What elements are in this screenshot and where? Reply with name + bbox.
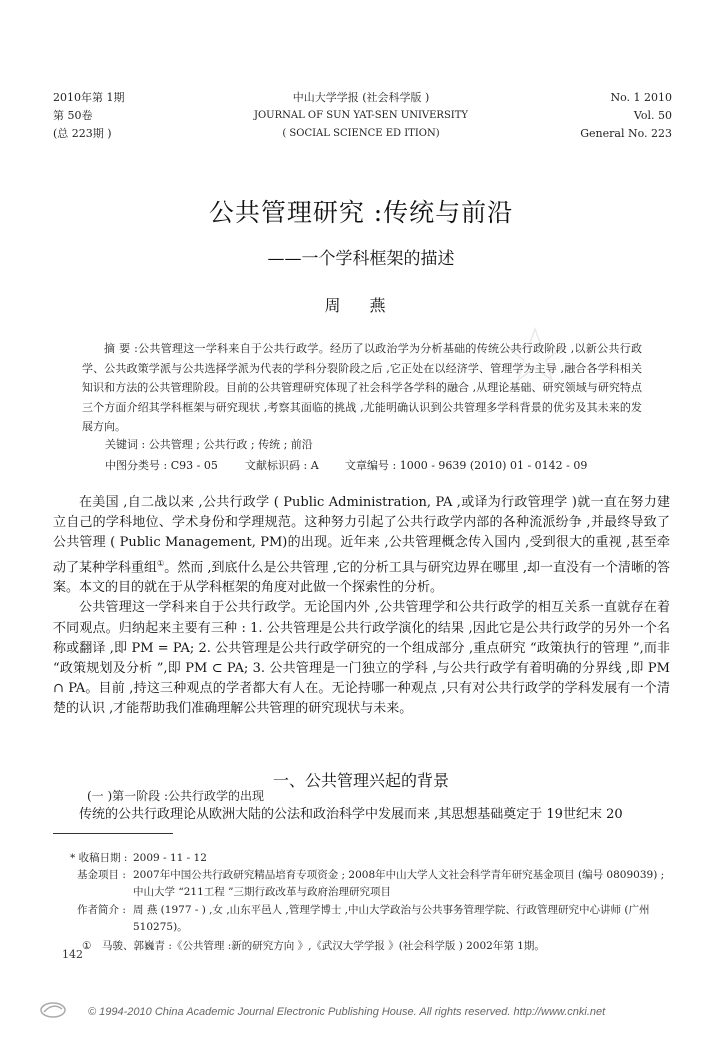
section-paragraph [53,805,670,825]
journal-name-cn: 中山大学学报 (社会科学版 ) [292,91,430,104]
section-heading: 一、公共管理兴起的背景 [272,771,449,790]
abstract [82,339,642,437]
cnki-logo-icon [38,1000,68,1020]
issue-number-en: No. 1 2010 [610,91,672,104]
fund-text: 2007年中国公共行政研究精品培育专项资金 ; 2008年中山大学人文社会科学青年研究基金项目 (编号 0809039) ;中山大学 “211工程 ”三期行政改革与政府治理研究项目 [133,869,665,898]
footnote-text: 马骏、郭巍青 :《公共管理 :新的研究方向 》,《武汉大学学报 》(社会科学版 ) 2002年第 1期。 [102,940,545,952]
sub-heading: (一 )第一阶段 :公共行政学的出现 [87,789,265,803]
keywords: 关键词 : 公共管理 ; 公共行政 ; 传统 ; 前沿 [105,438,313,451]
received-label: * 收稿日期 : [70,852,128,864]
article-subtitle: ——一个学科框架的描述 [267,249,455,269]
author-label: 作者简介 : [77,904,126,916]
header-right [580,91,672,141]
body-paragraph [53,493,670,598]
classification-code: 中图分类号 : C93 - 05 [105,459,218,472]
footnote-divider [53,833,173,834]
general-number-en: General No. 223 [580,127,672,140]
total-issue: (总 223期 ) [53,127,112,140]
page-number: 142 [62,948,83,961]
footnote-ref[interactable]: ① [157,558,165,568]
article-number: 文章编号 : 1000 - 9639 (2010) 01 - 0142 - 09 [345,459,588,472]
author-info: 周 燕 (1977 - ) ,女 ,山东平邑人 ,管理学博士 ,中山大学政治与公共事务管理学院、行政管理研究中心讲师 (广州 510275)。 [133,904,650,933]
volume-en: Vol. 50 [633,109,672,122]
footnote-marker: ① [82,940,92,952]
abstract-label: 摘 要 : [104,342,138,355]
body-paragraph: 传统的公共行政理论从欧洲大陆的公法和政治科学中发展而来 ,其思想基础奠定于 19世纪末 20 [79,807,623,822]
intro-section [53,493,670,720]
author-name: 周 燕 [324,296,398,315]
abstract-text: 公共管理这一学科来自于公共行政学。经历了以政治学为分析基础的传统公共行政阶段 ,以新公共行政学、公共政策学派与公共选择学派为代表的学科分裂阶段之后 ,它正处在以经济学、管理学为主导 ,融合各学科相关知识和方法的公共管理阶段。目前的公共管理研究体现了社会科学各学科的融合 ,从理论基础、研究领域与研究特点三个方面介绍其学科框架与研究现状 ,考察其面临的挑战 ,尤能明确认识到公共管理多学科背景的优劣及其未来的发展方向。 [82,342,642,433]
paragraph-text: 在美国 ,自二战以来 ,公共行政学 ( Public Administration, PA ,或译为行政管理学 )就一直在努力建立自己的学科地位、学术身份和学理规范。这种努力引起了公共行政学内部的各种流派纷争 ,并最终导致了公共管理 ( Public Management, PM)的出现。近年来 ,公共管理概念传入国内 ,受到很大的重视 ,甚至牵动了某种学科重组 [53,495,670,575]
fund-label: 基金项目 : [77,869,126,881]
paragraph-text: 。然而 ,到底什么是公共管理 ,它的分析工具与研究边界在哪里 ,却一直没有一个清晰的答案。本文的目的就在于从学科框架的角度对此做一个探索性的分析。 [53,559,671,596]
copyright-footer: © 1994-2010 China Academic Journal Electronic Publishing House. All rights reserved. http://www.cnki.net [88,1006,606,1018]
received-date: 2009 - 11 - 12 [133,852,207,864]
body-paragraph: 公共管理这一学科来自于公共行政学。无论国内外 ,公共管理学和公共行政学的相互关系一直就存在着不同观点。归纳起来主要有三种 : 1. 公共管理是公共行政学演化的结果 ,因此它是公共行政学的另外一个名称或翻译 ,即 PM = PA; 2. 公共管理是公共行政学研究的一个组成部分 ,重点研究 “政策执行的管理 ”,而非 “政策规划及分析 ”,即 PM ⊂ PA; 3. 公共管理是一门独立的学科 ,与公共行政学有着明确的分界线 ,即 PM ∩ PA。目前 ,持这三种观点的学者都大有人在。无论持哪一种观点 ,只有对公共行政学的学科发展有一个清楚的认识 ,才能帮助我们准确理解公共管理的研究现状与未来。 [53,600,670,717]
issue-year: 2010年第 1期 [53,91,125,104]
journal-name-en: JOURNAL OF SUN YAT-SEN UNIVERSITY [253,110,469,121]
volume: 第 50卷 [53,109,93,122]
article-title: 公共管理研究 :传统与前沿 [208,198,514,227]
journal-edition-en: ( SOCIAL SCIENCE ED ITION) [282,128,440,139]
document-code: 文献标识码 : A [245,459,319,472]
